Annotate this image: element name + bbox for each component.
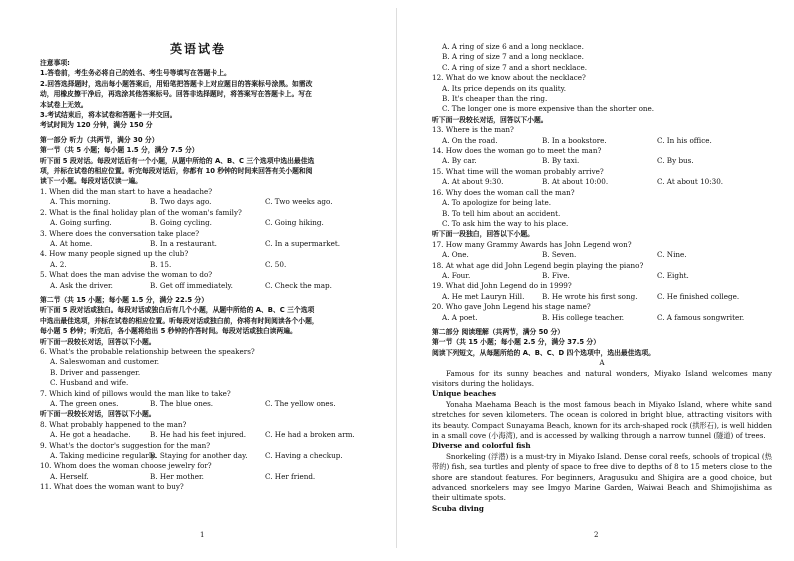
- option-b[interactable]: B. 15.: [150, 259, 172, 269]
- option-a[interactable]: A. By car.: [442, 156, 477, 166]
- option-a[interactable]: A. Its price depends on its quality.: [442, 83, 567, 93]
- option-a[interactable]: A. Saleswoman and customer.: [50, 357, 160, 367]
- question-19-options: [432, 292, 772, 302]
- question-7-options: [40, 399, 382, 409]
- question-2: 2. What is the final holiday plan of the woman's family?: [40, 207, 242, 217]
- option-c[interactable]: C. In his office.: [657, 135, 712, 145]
- section2-instruction: 中选出最佳选项，并标在试卷的相应位置。听每段对话或独白前，你将有时间阅读各个小题，: [40, 316, 319, 325]
- note-line: 1.答卷前，考生务必将自己的姓名、考生号等填写在答题卡上。: [40, 69, 231, 78]
- option-b[interactable]: B. It's cheaper than the ring.: [442, 94, 548, 104]
- option-b[interactable]: B. A ring of size 7 and a long necklace.: [442, 52, 584, 62]
- question-1-options: [40, 197, 382, 207]
- question-16: 16. Why does the woman call the man?: [432, 187, 575, 197]
- section1-instruction: 项，并标在试卷的相应位置。听完每段对话后，你都有 10 秒钟的时间来回答有关小题和阅: [40, 167, 313, 176]
- option-c[interactable]: C. Check the map.: [265, 280, 332, 290]
- passage-paragraph: Yonaha Maehama Beach is the most famous beach in Miyako Island, where white sand stretches for seven kilometers. The ocean is colored in bright blue, attracting visitors with its beauty. Compact Sunayama Beach, known for its arch-shaped rock (拱形石), is well hidden in a small cove (小海湾), and is accessed by walking through a narrow tunnel (隧道) of trees.: [432, 399, 772, 441]
- section2-header: 第二节（共 15 小题；每小题 1.5 分，满分 22.5 分）: [40, 295, 209, 304]
- option-a[interactable]: A. At about 9:30.: [442, 177, 504, 187]
- option-b[interactable]: B. Five.: [542, 270, 570, 280]
- question-1: 1. When did the man start to have a headache?: [40, 186, 213, 196]
- option-c[interactable]: C. Having a checkup.: [265, 451, 343, 461]
- option-b[interactable]: B. He had his feet injured.: [150, 430, 247, 440]
- option-a[interactable]: A. This morning.: [50, 197, 111, 207]
- option-c[interactable]: C. The longer one is more expensive than the shorter one.: [442, 104, 655, 114]
- notes-header: 注意事项:: [40, 59, 70, 67]
- section1-instruction: 读下一小题。每段对话仅读一遍。: [40, 177, 142, 186]
- question-9: 9. What's the doctor's suggestion for the man?: [40, 440, 211, 450]
- question-7: 7. Which kind of pillows would the man like to take?: [40, 388, 231, 398]
- subsection-instruction: 听下面一段较长对话，回答以下小题。: [432, 115, 548, 124]
- question-19: 19. What did John Legend do in 1999?: [432, 281, 572, 291]
- section1-header: 第一节（共 5 小题；每小题 1.5 分，满分 7.5 分）: [40, 146, 199, 155]
- question-8: 8. What probably happened to the man?: [40, 419, 187, 429]
- question-9-options: [40, 451, 382, 461]
- question-20-options: [432, 313, 772, 323]
- subsection-instruction: 听下面一段较长对话，回答以下小题。: [40, 337, 156, 346]
- option-c[interactable]: C. Two weeks ago.: [265, 197, 333, 207]
- exam-title: 英语试卷: [169, 42, 226, 56]
- option-a[interactable]: A. Going surfing.: [50, 218, 112, 228]
- question-18: 18. At what age did John Legend begin playing the piano?: [432, 260, 644, 270]
- option-c[interactable]: C. He had a broken arm.: [265, 430, 355, 440]
- question-5: 5. What does the man advise the woman to do?: [40, 270, 213, 280]
- question-14: 14. How does the woman go to meet the man?: [432, 146, 602, 156]
- option-b[interactable]: B. The blue ones.: [150, 399, 214, 408]
- passage-label: A: [599, 358, 605, 368]
- note-line: 动，用橡皮擦干净后，再选涂其他答案标号。回答非选择题时，将答案写在答题卡上。写在: [40, 90, 312, 99]
- passage-subheading: Unique beaches: [432, 389, 497, 399]
- option-b[interactable]: B. In a bookstore.: [542, 135, 607, 145]
- option-a[interactable]: A. Taking medicine regularly.: [50, 451, 157, 461]
- question-18-options: [432, 271, 772, 281]
- note-line: 3.考试结束后，将本试卷和答题卡一并交回。: [40, 111, 177, 120]
- section1-instruction: 听下面 5 段对话。每段对话后有一个小题，从题中所给的 A、B、C 三个选项中选出最佳选: [40, 156, 315, 165]
- question-13: 13. Where is the man?: [432, 125, 514, 135]
- question-4: 4. How many people signed up the club?: [40, 249, 189, 259]
- question-5-options: [40, 281, 382, 291]
- option-b[interactable]: B. He wrote his first song.: [542, 291, 638, 301]
- option-a[interactable]: A. The green ones.: [50, 399, 119, 408]
- option-c[interactable]: C. In a supermarket.: [265, 238, 341, 248]
- passage-subheading: Scuba diving: [432, 503, 484, 513]
- option-a[interactable]: A. Ask the driver.: [50, 280, 113, 290]
- option-b[interactable]: B. In a restaurant.: [150, 238, 217, 248]
- option-b[interactable]: B. Get off immediately.: [150, 280, 233, 290]
- option-b[interactable]: B. At about 10:00.: [542, 177, 609, 187]
- section2-instruction: 听下面 5 段对话或独白。每段对话或独白后有几个小题，从题中所给的 A、B、C 三个选项: [40, 306, 315, 315]
- option-c[interactable]: C. Going hiking.: [265, 218, 324, 228]
- passage-paragraph: Snorkeling (浮潜) is a must-try in Miyako Island. Dense coral reefs, schools of tropical (热带的) fish, sea turtles and plenty of space to free dive to depths of 8 to 15 meters close to the shore are standout features. For beginners, Aragusuku and Shigira are a good choice, but advanced snorkelers may see Imgyo Marine Garden, Waiwai Beach and Shimojishima as their ultimate spots.: [432, 451, 772, 503]
- option-c[interactable]: C. A ring of size 7 and a short necklace.: [442, 62, 588, 72]
- question-13-options: [432, 136, 772, 146]
- option-a[interactable]: A. A ring of size 6 and a long necklace.: [442, 42, 584, 51]
- question-10-options: [40, 472, 382, 482]
- option-c[interactable]: C. He finished college.: [657, 291, 740, 301]
- question-3-options: [40, 239, 382, 249]
- option-b[interactable]: B. To tell him about an accident.: [442, 208, 561, 218]
- question-12: 12. What do we know about the necklace?: [432, 73, 586, 83]
- note-line: 本试卷上无效。: [40, 100, 88, 109]
- option-c[interactable]: C. Husband and wife.: [50, 378, 129, 388]
- part2-header: 第二部分 阅读理解（共两节，满分 50 分）: [432, 327, 565, 336]
- question-2-options: [40, 218, 382, 228]
- option-b[interactable]: B. By taxi.: [542, 156, 580, 166]
- passage-paragraph: Famous for its sunny beaches and natural wonders, Miyako Island welcomes many visitors during the holidays.: [432, 368, 772, 388]
- right-page: [398, 0, 794, 561]
- note-line: 考试时间为 120 分钟，满分 150 分: [40, 121, 153, 130]
- option-a[interactable]: A. A poet.: [442, 312, 478, 322]
- question-14-options: [432, 156, 772, 166]
- option-b[interactable]: B. Two days ago.: [150, 197, 212, 207]
- option-a[interactable]: A. One.: [442, 250, 469, 260]
- option-a[interactable]: A. 2.: [50, 259, 67, 269]
- left-content: [40, 58, 382, 493]
- question-3: 3. Where does the conversation take place?: [40, 228, 200, 238]
- option-b[interactable]: B. Staying for another day.: [150, 451, 248, 461]
- option-b[interactable]: B. Seven.: [542, 250, 577, 260]
- question-8-options: [40, 430, 382, 440]
- option-c[interactable]: C. A famous songwriter.: [657, 312, 745, 322]
- part1-header: 第一部分 听力（共两节，满分 30 分）: [40, 135, 159, 144]
- option-a[interactable]: A. Herself.: [50, 471, 89, 481]
- question-6: 6. What's the probable relationship between the speakers?: [40, 346, 255, 356]
- page-number: 1: [200, 531, 205, 539]
- option-b[interactable]: B. Going cycling.: [150, 218, 212, 228]
- option-c[interactable]: C. To ask him the way to his place.: [442, 218, 569, 228]
- page-divider: [396, 8, 397, 548]
- question-15: 15. What time will the woman probably arrive?: [432, 166, 604, 176]
- question-15-options: [432, 177, 772, 187]
- question-11: 11. What does the woman want to buy?: [40, 482, 184, 492]
- question-10: 10. Whom does the woman choose jewelry for?: [40, 461, 212, 471]
- option-c[interactable]: C. 50.: [265, 259, 287, 269]
- note-line: 2.回答选择题时，选出每小题答案后，用铅笔把答题卡上对应题目的答案标号涂黑。如需改: [40, 79, 313, 88]
- option-c[interactable]: C. Eight.: [657, 270, 689, 280]
- option-b[interactable]: B. Her mother.: [150, 471, 204, 481]
- right-content: [432, 42, 772, 514]
- left-page: [0, 0, 396, 561]
- option-a[interactable]: A. At home.: [50, 238, 93, 248]
- subsection-instruction: 听下面一段较长对话，回答以下小题。: [40, 410, 156, 419]
- part2-section1-header: 第一节（共 15 小题；每小题 2.5 分，满分 37.5 分）: [432, 338, 601, 347]
- option-c[interactable]: C. The yellow ones.: [265, 399, 336, 408]
- passage-subheading: Diverse and colorful fish: [432, 441, 531, 451]
- option-c[interactable]: C. Nine.: [657, 250, 687, 260]
- page-number: 2: [594, 531, 599, 539]
- subsection-instruction: 听下面一段独白，回答以下小题。: [432, 230, 534, 239]
- option-b[interactable]: B. His college teacher.: [542, 312, 624, 322]
- question-17-options: [432, 250, 772, 260]
- option-b[interactable]: B. Driver and passenger.: [50, 367, 141, 377]
- option-a[interactable]: A. He met Lauryn Hill.: [442, 291, 525, 301]
- part2-instruction: 阅读下列短文，从每题所给的 A、B、C、D 四个选项中，选出最佳选项。: [432, 348, 655, 357]
- option-a[interactable]: A. To apologize for being late.: [442, 198, 552, 208]
- question-4-options: [40, 260, 382, 270]
- option-c[interactable]: C. Her friend.: [265, 471, 316, 481]
- option-a[interactable]: A. On the road.: [442, 135, 498, 145]
- section2-instruction: 每小题 5 秒钟；听完后，各小题将给出 5 秒钟的作答时间。每段对话或独白读两遍。: [40, 327, 297, 336]
- option-a[interactable]: A. He got a headache.: [50, 430, 131, 440]
- option-c[interactable]: C. At about 10:30.: [657, 177, 724, 187]
- option-a[interactable]: A. Four.: [442, 270, 471, 280]
- option-c[interactable]: C. By bus.: [657, 156, 694, 166]
- question-17: 17. How many Grammy Awards has John Legend won?: [432, 239, 632, 249]
- question-20: 20. Who gave John Legend his stage name?: [432, 302, 591, 312]
